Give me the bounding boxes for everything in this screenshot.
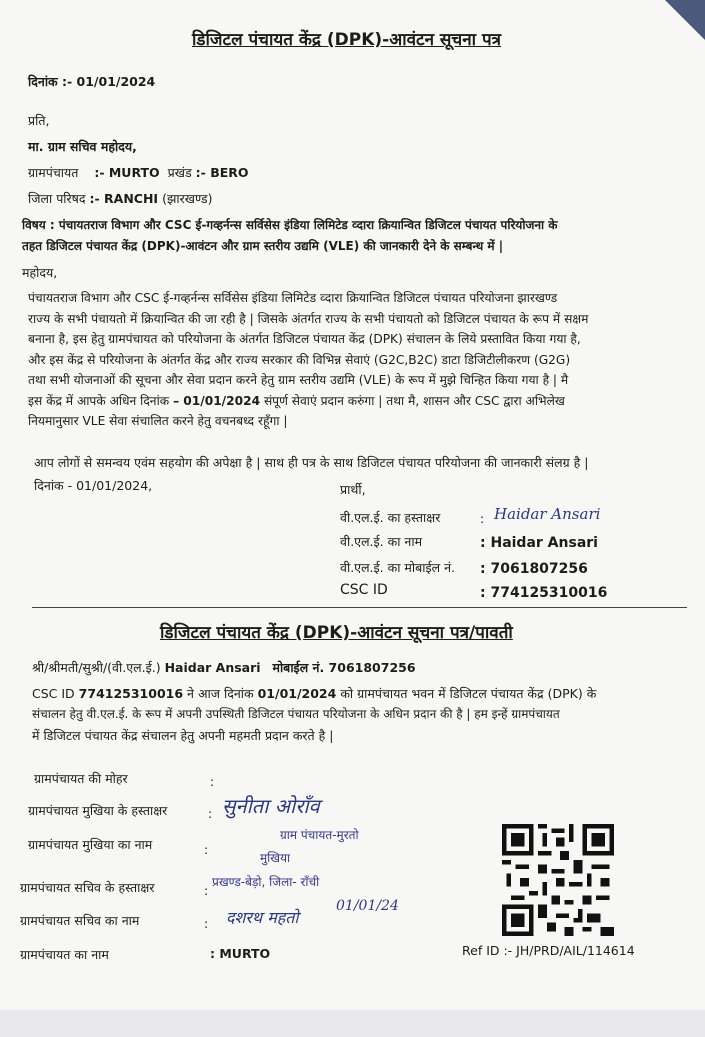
letter-body [28,288,683,432]
field-secretary-name-value: : [204,916,209,931]
field-seal-label: ग्रामपंचायत की मोहर [34,771,128,786]
vle-sign-label: वी.एल.ई. का हस्ताक्षर [340,510,441,525]
body-line-6-start: इस केंद्र में आपके अधिन दिनांक [28,393,170,408]
page-corner-decoration [665,0,705,40]
receipt-title: डिजिटल पंचायत केंद्र (DPK)-आवंटन सूचना पत्र/पावती [160,623,513,643]
gram-panchayat-label: ग्रामपंचायत [28,165,79,180]
receipt-vle-name: Haidar Ansari [164,660,261,675]
receipt-mobile: मोबाईल नं. 7061807256 [272,660,416,675]
csc-value: : 774125310016 [480,585,608,601]
vle-signature: Haidar Ansari [494,505,601,523]
subject-line-2: तहत डिजिटल पंचायत केंद्र (DPK)-आवंटन और ग्राम स्तरीय उद्यमि (VLE) की जानकारी देने के सम्बन्ध में | [22,239,504,253]
vle-name-value: : Haidar Ansari [480,535,598,551]
vle-sign-colon: : [480,511,485,526]
letter-to: प्रति, [28,113,50,128]
ref-id: Ref ID :- JH/PRD/AIL/114614 [462,943,635,958]
field-secretary-name-label: ग्रामपंचायत सचिव का नाम [20,913,140,928]
receipt-tail: को ग्रामपंचायत भवन में डिजिटल पंचायत केंद्र (DPK) के [340,686,597,701]
receipt-line-2 [32,686,596,702]
field-seal-value: : [210,774,215,789]
district-line [28,191,212,207]
receipt-line-1 [32,660,416,676]
body-line: बनाना है, इस हेतु ग्रामपंचायत को परियोजना के अंतर्गत डिजिटल पंचायत केंद्र (DPK) संचालन के लिये प्रस्तावित किया गया है, [28,332,581,346]
secretary-signature: दशरथ महतो [226,908,299,927]
stamp-line-1: ग्राम पंचायत-मुरतो [280,828,359,842]
body-line: तथा सभी योजनाओं की सूचना और सेवा प्रदान करने हेतु ग्राम स्तरीय उद्यमि (VLE) के रूप में मुझे चिन्हित किया गया है | मै [28,373,569,387]
field-mukhiya-name-value: : [204,842,209,857]
receipt-line-4: में डिजिटल पंचायत केंद्र संचालन हेतु अपनी महमती प्रदान करते है | [32,728,334,743]
receipt-prefix: श्री/श्रीमती/सुश्री/(वी.एल.ई.) [32,660,161,675]
receipt-csc-label: CSC ID [32,686,75,701]
field-secretary-sign-label: ग्रामपंचायत सचिव के हस्ताक्षर [20,880,155,895]
field-secretary-sign-value: : [204,883,209,898]
district-value: :- RANCHI [89,191,159,206]
vle-name-label: वी.एल.ई. का नाम [340,534,423,549]
receipt-date: 01/01/2024 [257,686,337,701]
district-label: जिला परिषद [28,191,86,206]
body-date: – 01/01/2024 [172,393,261,408]
field-panchayat-name-label: ग्रामपंचायत का नाम [20,947,109,962]
block-value: :- BERO [195,165,249,180]
body-line: नियमानुसार VLE सेवा संचालित करने हेतु वचनबध्द रहूँगा | [28,414,288,428]
sign-date: दिनांक - 01/01/2024, [34,478,153,493]
qr-code [502,824,614,936]
subject-line-1: विषय : पंचायतराज विभाग और CSC ई-गव्हर्नन्स सर्विसेस इंडिया लिमिटेड व्दारा क्रियान्वित डिजिटल पंचायत परियोजना के [22,218,558,232]
letter-title: डिजिटल पंचायत केंद्र (DPK)-आवंटन सूचना पत्र [192,30,502,50]
block-label: प्रखंड [167,165,192,180]
body-line [28,391,683,412]
district-state: (झारखण्ड) [162,191,213,206]
section-divider [32,607,687,608]
vle-mobile-value: : 7061807256 [480,561,588,577]
gram-panchayat-value: :- MURTO [94,165,160,180]
letter-addressee: मा. ग्राम सचिव महोदय, [28,139,137,154]
salutation: महोदय, [22,265,58,280]
receipt-line-3: संचालन हेतु वी.एल.ई. के रूप में अपनी उपस्थिती डिजिटल पंचायत परियोजना के अधिन प्रदान की है | हम इन्हें ग्रामपंचायत [32,707,560,721]
vle-mobile-label: वी.एल.ई. का मोबाईल नं. [340,560,456,575]
mukhiya-signature: सुनीता ओराँव [222,794,320,818]
receipt-csc-value: 774125310016 [78,686,184,701]
csc-label: CSC ID [340,582,388,598]
secretary-sign-date: 01/01/24 [336,898,399,914]
body-line-6-tail: संपूर्ण सेवाएं प्रदान करुंगा | तथा मै, शासन और CSC द्वारा अभिलेख [263,393,565,408]
field-mukhiya-name-label: ग्रामपंचायत मुखिया का नाम [28,837,153,852]
body-line: पंचायतराज विभाग और CSC ई-गव्हर्नन्स सर्विसेस इंडिया लिमिटेड व्दारा क्रियान्वित डिजिटल पंचायत परियोजना झारखण्ड [28,291,558,305]
closing-line: आप लोगों से समन्वय एवंम सहयोग की अपेक्षा है | साथ ही पत्र के साथ डिजिटल पंचायत परियोजना की जानकारी संलग्र है | [34,455,589,470]
field-panchayat-name-value: : MURTO [210,946,271,961]
applicant-label: प्रार्थी, [340,482,366,497]
receipt-mid: ने आज दिनांक [187,686,254,701]
gram-panchayat-line [28,165,249,181]
letter-date: दिनांक :- 01/01/2024 [28,74,156,89]
field-mukhiya-sign-label: ग्रामपंचायत मुखिया के हस्ताक्षर [28,803,168,818]
stamp-title: मुखिया [260,851,291,865]
body-line: और इस केंद्र से परियोजना के अंतर्गत केंद्र और राज्य सरकार की विभिन्न सेवाएं (G2C,B2C) डाटा डिजिटीलीकरण (G2G) [28,352,571,367]
field-mukhiya-sign-value: : [208,806,213,821]
body-line: राज्य के सभी पंचायतो में क्रियान्वित की जा रही है | जिसके अंतर्गत राज्य के सभी पंचायतो को डिजिटल पंचायत के रूप में सक्षम [28,311,589,326]
stamp-line-3: प्रखण्ड-बेड़ो, जिला- राँची [212,875,320,889]
